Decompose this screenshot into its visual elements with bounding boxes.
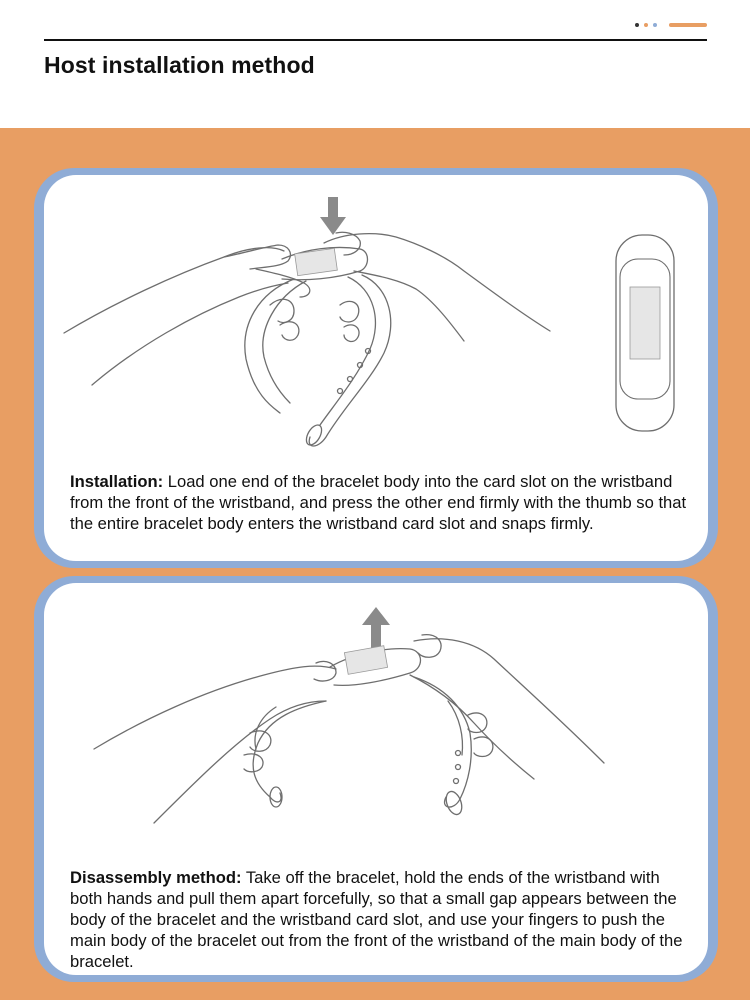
installation-illustration (44, 175, 708, 465)
installation-panel-frame (34, 168, 718, 568)
disassembly-label: Disassembly method: (70, 868, 242, 887)
disassembly-illustration (44, 583, 708, 863)
tracker-front-view (616, 235, 674, 431)
installation-caption (70, 471, 690, 534)
disassembly-panel-frame (34, 576, 718, 982)
page-title: Host installation method (44, 52, 315, 78)
up-arrow-icon (362, 607, 390, 649)
down-arrow-icon (320, 197, 346, 235)
dot-dark (635, 23, 639, 27)
installation-text: Load one end of the bracelet body into the card slot on the wristband from the front of the wristband, and press the other end firmly with the thumb so that the entire bracelet body enters the wristband card slot and snaps firmly. (70, 472, 687, 533)
installation-label: Installation: (70, 472, 164, 491)
header-rule (44, 39, 707, 41)
disassembly-caption (70, 867, 690, 972)
dot-orange (644, 23, 648, 27)
dot-blue (653, 23, 657, 27)
installation-panel (44, 175, 708, 561)
dash-orange (669, 23, 707, 27)
disassembly-text: Take off the bracelet, hold the ends of the wristband with both hands and pull them apart forcefully, so that a small gap appears between the body of the bracelet and the wristband card slot, and use your fingers to push the main body of the bracelet out from the front of the wristband of the main body of the bracelet. (70, 868, 683, 971)
disassembly-panel (44, 583, 708, 975)
